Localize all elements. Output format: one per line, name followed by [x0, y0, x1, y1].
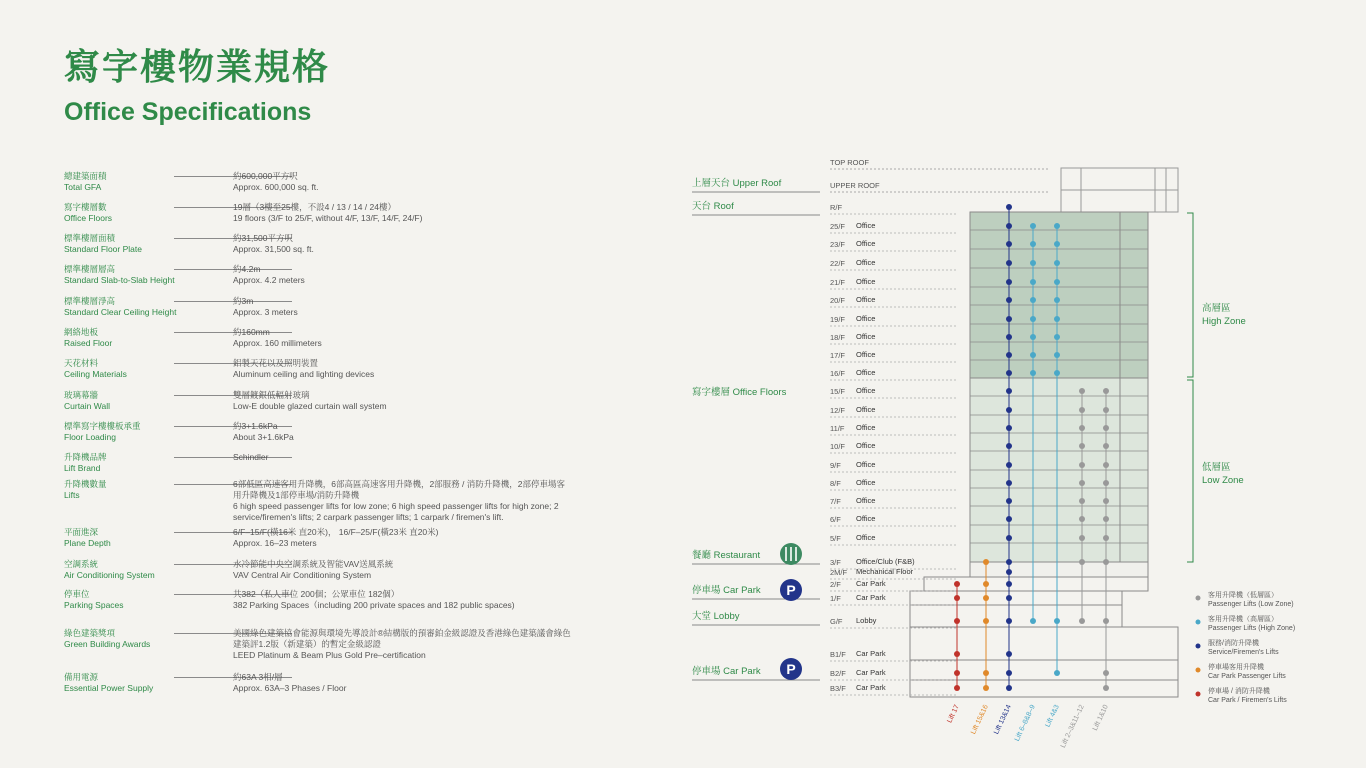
floor-use-label: Office [856, 221, 876, 230]
spec-value-zh: 6部低區高速客用升降機，6部高區高速客用升降機，2部服務 / 消防升降機，2部停車場客用升降機及1部停車場/消防升降機 [233, 479, 565, 500]
spec-label-zh: 升降機品牌 [64, 452, 107, 462]
lift-stop-dot [1006, 223, 1012, 229]
spec-value-en: Approx. 4.2 meters [233, 275, 305, 285]
lift-stop-dot [1103, 670, 1109, 676]
floor-label: 21/F [830, 278, 846, 287]
low-zone-label-zh: 低層區 [1202, 462, 1231, 473]
spec-label-zh: 玻璃幕牆 [64, 390, 99, 400]
lift-stop-dot [1030, 370, 1036, 376]
spec-value-zh: 約160mm [233, 327, 270, 337]
lift-stop-dot [1030, 279, 1036, 285]
spec-label-en: Standard Clear Ceiling Height [64, 307, 177, 317]
parking-icon-glyph: P [786, 661, 796, 677]
floor-label: 11/F [830, 424, 845, 433]
lift-stop-dot [1006, 685, 1012, 691]
floor-use-label: Office [856, 332, 876, 341]
lift-stop-dot [1079, 462, 1085, 468]
floor-use-label: Office [856, 533, 876, 542]
lift-stop-dot [1079, 407, 1085, 413]
lift-stop-dot [1006, 260, 1012, 266]
low-zone-label-en: Low Zone [1202, 475, 1244, 486]
lift-stop-dot [1054, 352, 1060, 358]
lift-stop-dot [1006, 370, 1012, 376]
legend-label-en: Car Park / Firemen's Lifts [1208, 697, 1287, 704]
spec-value-zh: 約600,000平方呎 [233, 171, 298, 181]
lift-name-label: Lift 13&14 [993, 703, 1013, 736]
floor-use-label: Car Park [856, 579, 886, 588]
floor-label: 15/F [830, 387, 846, 396]
floor-use-label: Car Park [856, 683, 886, 692]
spec-value-en: 382 Parking Spaces（including 200 private spaces and 182 public spaces) [233, 600, 515, 610]
lift-stop-dot [1103, 443, 1109, 449]
spec-value-zh: Schindler [233, 452, 269, 462]
legend-label-zh: 客用升降機（低層區） [1208, 592, 1278, 599]
lift-stop-dot [954, 595, 960, 601]
lift-stop-dot [1079, 388, 1085, 394]
floor-use-label: Car Park [856, 593, 886, 602]
floor-use-label: Mechanical Floor [856, 567, 914, 576]
floor-label: 10/F [830, 442, 846, 451]
floor-use-label: Office [856, 423, 876, 432]
lift-stop-dot [1054, 279, 1060, 285]
spec-value-zh: 鋁製天花以及照明裝置 [233, 358, 319, 368]
lift-stop-dot [1006, 297, 1012, 303]
basement-block [910, 627, 1178, 697]
lift-stop-dot [1030, 297, 1036, 303]
lift-stop-dot [1006, 204, 1012, 210]
legend-label-en: Service/Firemen's Lifts [1208, 649, 1279, 656]
floor-label: R/F [830, 203, 843, 212]
floor-label: 2M/F [830, 568, 848, 577]
legend-label-zh: 停車場客用升降機 [1208, 664, 1264, 671]
floor-label: 8/F [830, 479, 841, 488]
spec-value-en: Approx. 3 meters [233, 307, 298, 317]
lift-stop-dot [1103, 498, 1109, 504]
legend-label-en: Car Park Passenger Lifts [1208, 673, 1286, 680]
spec-label-en: Office Floors [64, 213, 113, 223]
lift-stop-dot [1006, 407, 1012, 413]
floor-label: 1/F [830, 594, 841, 603]
spec-value-zh: 雙層鍍銀低輻射玻璃 [233, 390, 310, 400]
spec-label-en: Lifts [64, 490, 80, 500]
lift-stop-dot [1103, 618, 1109, 624]
floor-label: G/F [830, 617, 843, 626]
legend-dot [1196, 620, 1201, 625]
spec-value-zh: 約3m [233, 296, 254, 306]
high-zone-label-en: High Zone [1202, 316, 1246, 327]
lift-stop-dot [983, 581, 989, 587]
spec-label-zh: 寫字樓層數 [64, 202, 107, 212]
lift-stop-dot [1079, 559, 1085, 565]
lift-stop-dot [1103, 516, 1109, 522]
lift-stop-dot [983, 595, 989, 601]
floor-use-label: Office [856, 239, 876, 248]
lift-name-label: Lift 4&3 [1044, 703, 1061, 729]
spec-label-zh: 標準樓層淨高 [64, 296, 116, 306]
lift-stop-dot [983, 618, 989, 624]
spec-value-en: Low-E double glazed curtain wall system [233, 401, 387, 411]
spec-value-en: Approx. 16–23 meters [233, 538, 317, 548]
lift-stop-dot [1006, 569, 1012, 575]
floor-label: 23/F [830, 240, 846, 249]
parking-icon-glyph: P [786, 582, 796, 598]
floor-label: 25/F [830, 222, 846, 231]
spec-value-en: VAV Central Air Conditioning System [233, 570, 372, 580]
floor-label: 2/F [830, 580, 841, 589]
lift-name-label: Lift 6–8&8–9 [1013, 703, 1037, 743]
spec-value-zh: 約63A 3相/層 [233, 672, 283, 682]
legend-label-en: Passenger Lifts (High Zone) [1208, 625, 1296, 632]
lift-stop-dot [1006, 670, 1012, 676]
lift-stop-dot [954, 581, 960, 587]
lift-stop-dot [1103, 425, 1109, 431]
spec-label-zh: 天花材料 [64, 358, 99, 368]
lift-stop-dot [1030, 352, 1036, 358]
spec-value-en: Approx. 600,000 sq. ft. [233, 182, 319, 192]
spec-label-zh: 標準樓層面積 [64, 233, 116, 243]
lift-stop-dot [1006, 241, 1012, 247]
floor-use-label: Office [856, 277, 876, 286]
lift-stop-dot [1006, 559, 1012, 565]
floor-use-label: Car Park [856, 668, 886, 677]
low-zone-bracket [1187, 380, 1193, 562]
spec-value-zh: 約4.2m [233, 264, 261, 274]
spec-label-zh: 綠色建築獎項 [64, 628, 116, 638]
lift-name-label: Lift 1&10 [1091, 703, 1110, 732]
spec-label-en: Total GFA [64, 182, 102, 192]
floor-use-label: Office [856, 368, 876, 377]
page-title-zh: 寫字樓物業規格 [64, 47, 331, 88]
lift-stop-dot [1006, 388, 1012, 394]
lift-name-label: Lift 17 [946, 703, 961, 725]
floor-label: 7/F [830, 497, 841, 506]
floor-label: 3/F [830, 558, 841, 567]
spec-value-zh: 約31,500平方呎 [233, 233, 293, 243]
legend-label-zh: 服務/消防升降機 [1208, 640, 1259, 647]
zone-label: 大堂 Lobby [692, 611, 740, 622]
lift-stop-dot [1079, 618, 1085, 624]
spec-value-zh: 19層（3樓至25樓，不設4 / 13 / 14 / 24樓） [233, 202, 396, 212]
lift-stop-dot [983, 685, 989, 691]
carpark-1f-block [910, 591, 1122, 605]
floor-label: 18/F [830, 333, 846, 342]
lift-stop-dot [954, 651, 960, 657]
lift-stop-dot [1030, 241, 1036, 247]
spec-value-en: About 3+1.6kPa [233, 432, 294, 442]
legend-dot [1196, 692, 1201, 697]
floor-use-label: Lobby [856, 616, 877, 625]
floor-label: 9/F [830, 461, 841, 470]
floor-use-label: Office [856, 386, 876, 395]
lift-stop-dot [1054, 670, 1060, 676]
lift-stop-dot [1103, 388, 1109, 394]
spec-label-zh: 平面進深 [64, 527, 99, 537]
spec-label-zh: 網絡地板 [64, 327, 99, 337]
floor-label: 12/F [830, 406, 846, 415]
floor-use-label: Office [856, 514, 876, 523]
lift-stop-dot [1030, 260, 1036, 266]
lift-stop-dot [1030, 334, 1036, 340]
lift-stop-dot [1006, 316, 1012, 322]
floor-label: 20/F [830, 296, 846, 305]
lobby-block [910, 605, 1122, 627]
lift-stop-dot [1054, 297, 1060, 303]
spec-label-en: Floor Loading [64, 432, 116, 442]
spec-label-en: Standard Slab-to-Slab Height [64, 275, 175, 285]
lift-stop-dot [1006, 425, 1012, 431]
zone-label: 餐廳 Restaurant [692, 550, 761, 561]
high-zone-bracket [1187, 213, 1193, 377]
lift-name-label: Lift 2–3&11–12 [1059, 703, 1086, 750]
zone-label: 上層天台 Upper Roof [692, 178, 782, 189]
floor-label: 22/F [830, 259, 846, 268]
upper-roof-label: UPPER ROOF [830, 181, 880, 190]
floor-label: 16/F [830, 369, 846, 378]
lift-stop-dot [1006, 334, 1012, 340]
lift-stop-dot [1006, 480, 1012, 486]
lift-stop-dot [1006, 443, 1012, 449]
zone-label: 停車場 Car Park [692, 666, 761, 677]
spec-value-zh: 美國綠色建築協會能源與環境先導設計®結構版的預審鉑金級認證及香港綠色建築議會綠色建築評1.2版（新建築）的暫定金級認證 [233, 628, 571, 649]
spec-label-en: Lift Brand [64, 463, 101, 473]
lift-stop-dot [1054, 618, 1060, 624]
floor-use-label: Office [856, 478, 876, 487]
lift-stop-dot [1079, 443, 1085, 449]
lift-stop-dot [954, 685, 960, 691]
floor-label: 5/F [830, 534, 841, 543]
lift-stop-dot [1079, 425, 1085, 431]
floor-label: 17/F [830, 351, 846, 360]
floor-use-label: Office [856, 295, 876, 304]
floor-label: 6/F [830, 515, 841, 524]
lift-stop-dot [1030, 618, 1036, 624]
zone-label: 天台 Roof [692, 201, 734, 212]
floor-use-label: Office [856, 405, 876, 414]
lift-stop-dot [1079, 480, 1085, 486]
legend-label-zh: 客用升降機（高層區） [1208, 616, 1278, 623]
lift-stop-dot [1006, 581, 1012, 587]
spec-value-en: Approx. 160 millimeters [233, 338, 322, 348]
lift-stop-dot [1103, 559, 1109, 565]
lift-stop-dot [1103, 462, 1109, 468]
lift-stop-dot [954, 618, 960, 624]
spec-label-zh: 總建築面積 [64, 171, 107, 181]
spec-label-en: Ceiling Materials [64, 369, 127, 379]
spec-label-zh: 標準寫字樓樓板承重 [64, 421, 141, 431]
floor-label: 19/F [830, 315, 846, 324]
spec-label-en: Raised Floor [64, 338, 113, 348]
lift-stop-dot [1006, 279, 1012, 285]
spec-label-zh: 停車位 [64, 589, 90, 599]
legend-dot [1196, 596, 1201, 601]
spec-label-zh: 升降機數量 [64, 479, 107, 489]
floor-label: B3/F [830, 684, 846, 693]
spec-value-en: 19 floors (3/F to 25/F, without 4/F, 13/F, 14/F, 24/F) [233, 213, 423, 223]
lift-stop-dot [1054, 260, 1060, 266]
floor-use-label: Office [856, 258, 876, 267]
floor-use-label: Office [856, 350, 876, 359]
zone-label: 寫字樓層 Office Floors [692, 387, 787, 398]
lift-stop-dot [1006, 516, 1012, 522]
lift-stop-dot [1079, 516, 1085, 522]
legend-label-zh: 停車場 / 消防升降機 [1208, 688, 1270, 695]
floor-label: B1/F [830, 650, 846, 659]
high-zone-label-zh: 高層區 [1202, 303, 1231, 314]
floor-label: B2/F [830, 669, 846, 678]
spec-label-zh: 備用電源 [64, 672, 99, 682]
lift-stop-dot [1103, 480, 1109, 486]
top-roof-label: TOP ROOF [830, 158, 869, 167]
spec-value-zh: 水冷節能中央空調系統及智能VAV送風系統 [233, 559, 394, 569]
lift-stop-dot [1030, 316, 1036, 322]
spec-value-en: Aluminum ceiling and lighting devices [233, 369, 375, 379]
lift-stop-dot [1103, 685, 1109, 691]
zone-label: 停車場 Car Park [692, 585, 761, 596]
legend-dot [1196, 644, 1201, 649]
lift-stop-dot [1079, 535, 1085, 541]
lift-stop-dot [1006, 535, 1012, 541]
lift-stop-dot [1054, 334, 1060, 340]
floor-use-label: Office [856, 496, 876, 505]
lift-name-label: Lift 15&16 [970, 703, 990, 736]
lift-stop-dot [1054, 241, 1060, 247]
spec-label-en: Air Conditioning System [64, 570, 155, 580]
spec-value-en: Approx. 31,500 sq. ft. [233, 244, 314, 254]
floor-use-label: Car Park [856, 649, 886, 658]
lift-stop-dot [1103, 535, 1109, 541]
legend-dot [1196, 668, 1201, 673]
spec-label-en: Plane Depth [64, 538, 111, 548]
spec-value-en: 6 high speed passenger lifts for low zone; 6 high speed passenger lifts for high zone; 2 service/firemen's lifts; 2 carpark passenger lifts; 1 carpark / firemen's lift. [233, 501, 559, 522]
lift-stop-dot [1054, 223, 1060, 229]
spec-label-en: Parking Spaces [64, 600, 124, 610]
lift-stop-dot [1006, 352, 1012, 358]
spec-label-en: Standard Floor Plate [64, 244, 142, 254]
spec-value-zh: 約3+1.6kPa [233, 421, 278, 431]
floor-use-label: Office [856, 460, 876, 469]
lift-stop-dot [1103, 407, 1109, 413]
mechanical-block [970, 562, 1148, 577]
lift-stop-dot [1006, 618, 1012, 624]
floor-use-label: Office [856, 441, 876, 450]
spec-value-zh: 共382（私人車位 200個；公眾車位 182個） [233, 589, 400, 599]
spec-label-en: Green Building Awards [64, 639, 151, 649]
floor-use-label: Office [856, 314, 876, 323]
lift-stop-dot [1006, 462, 1012, 468]
legend-label-en: Passenger Lifts (Low Zone) [1208, 601, 1294, 608]
lift-stop-dot [1006, 595, 1012, 601]
lift-stop-dot [983, 559, 989, 565]
spec-value-en: LEED Platinum & Beam Plus Gold Pre–certification [233, 650, 426, 660]
lift-stop-dot [1054, 316, 1060, 322]
floor-use-label: Office/Club (F&B) [856, 557, 915, 566]
lift-stop-dot [1030, 223, 1036, 229]
spec-label-en: Essential Power Supply [64, 683, 154, 693]
lift-stop-dot [1054, 370, 1060, 376]
page-title-en: Office Specifications [64, 98, 312, 126]
spec-label-zh: 空調系統 [64, 559, 99, 569]
lift-stop-dot [954, 670, 960, 676]
spec-label-en: Curtain Wall [64, 401, 110, 411]
spec-label-zh: 標準樓層層高 [64, 264, 116, 274]
lift-stop-dot [983, 670, 989, 676]
lift-stop-dot [1006, 651, 1012, 657]
lift-stop-dot [1006, 498, 1012, 504]
lift-stop-dot [1079, 498, 1085, 504]
spec-value-en: Approx. 63A–3 Phases / Floor [233, 683, 347, 693]
spec-value-zh: 6/F–15/F(橫16米 直20米)， 16/F–25/F(橫23米 直20米) [233, 527, 439, 537]
